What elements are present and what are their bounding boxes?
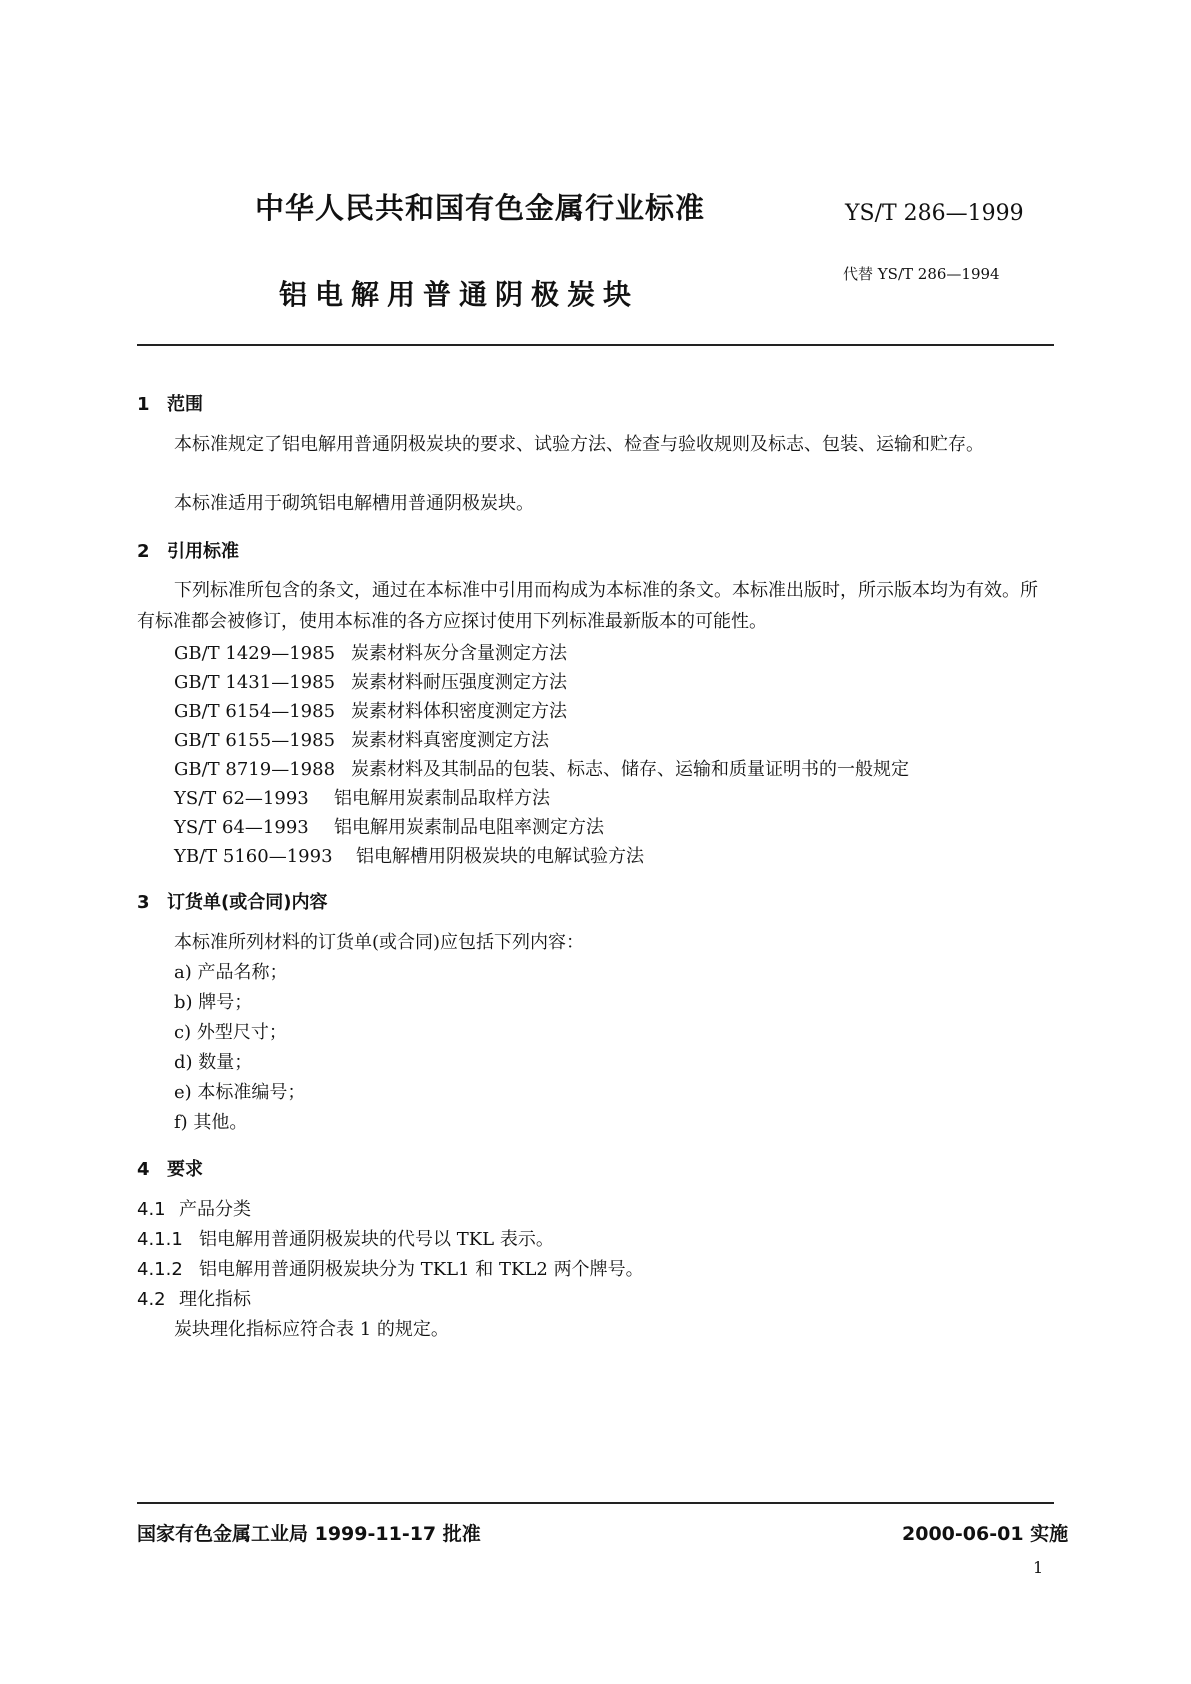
list-item: d) 数量； [174,1052,253,1073]
document-title: 铝电解用普通阴极炭块 [279,278,640,311]
reference-row [174,639,567,665]
section-3-heading [137,888,327,914]
reference-code: GB/T 1429—1985 [174,643,336,664]
reference-code: GB/T 6154—1985 [174,701,336,722]
clause-number: 4.1.2 [137,1259,183,1280]
section-1-heading [137,390,203,416]
effective-date: 2000-06-01 实施 [902,1523,1069,1545]
standard-category-title: 中华人民共和国有色金属行业标准 [255,191,706,225]
clause-number: 4.2 [137,1289,166,1310]
clause-number: 4.1 [137,1199,166,1220]
list-item: c) 外型尺寸； [174,1022,287,1043]
section-2-heading [137,537,239,563]
section-title: 引用标准 [167,541,239,562]
list-item: e) 本标准编号； [174,1082,306,1103]
reference-row [174,784,550,810]
section-4-heading [137,1155,203,1181]
footer-rule [137,1502,1054,1504]
reference-name: 炭素材料灰分含量测定方法 [351,643,567,664]
section-number: 4 [137,1159,150,1180]
reference-row [174,668,567,694]
clause-number: 4.1.1 [137,1229,183,1250]
page-number: 1 [1033,1558,1044,1577]
clause-text: 铝电解用普通阴极炭块分为 TKL1 和 TKL2 两个牌号。 [199,1259,644,1280]
reference-name: 炭素材料耐压强度测定方法 [351,672,567,693]
replaces-note: 代替 YS/T 286—1994 [843,265,1000,283]
reference-code: YS/T 64—1993 [174,817,309,838]
approval-note: 国家有色金属工业局 1999-11-17 批准 [137,1523,481,1545]
reference-name: 炭素材料真密度测定方法 [351,730,549,751]
section-number: 3 [137,892,150,913]
section-1-paragraph-1: 本标准规定了铝电解用普通阴极炭块的要求、试验方法、检查与验收规则及标志、包装、运输和贮存。 [174,434,984,455]
clause-text: 铝电解用普通阴极炭块的代号以 TKL 表示。 [199,1229,554,1250]
reference-name: 铝电解用炭素制品电阻率测定方法 [334,817,604,838]
clause-4-2 [137,1285,251,1311]
reference-row [174,813,604,839]
reference-name: 铝电解用炭素制品取样方法 [334,788,550,809]
section-title: 要求 [167,1159,203,1180]
reference-row [174,842,644,868]
list-item: a) 产品名称； [174,962,288,983]
list-item: b) 牌号； [174,992,253,1013]
standard-code: YS/T 286—1999 [845,201,1024,226]
section-2-paragraph: 下列标准所包含的条文，通过在本标准中引用而构成为本标准的条文。本标准出版时，所示版本均为有效。所有标准都会被修订，使用本标准的各方应探讨使用下列标准最新版本的可能性。 [137,580,1038,632]
clause-text: 产品分类 [179,1199,251,1220]
reference-row [174,697,567,723]
clause-4-1-1 [137,1225,554,1251]
reference-row [174,755,909,781]
list-item: f) 其他。 [174,1112,248,1133]
clause-text: 理化指标 [179,1289,251,1310]
reference-name: 炭素材料体积密度测定方法 [351,701,567,722]
reference-code: GB/T 6155—1985 [174,730,336,751]
reference-code: YB/T 5160—1993 [174,846,333,867]
reference-row [174,726,549,752]
section-number: 2 [137,541,150,562]
reference-code: YS/T 62—1993 [174,788,309,809]
reference-code: GB/T 8719—1988 [174,759,336,780]
reference-name: 铝电解槽用阴极炭块的电解试验方法 [356,846,644,867]
section-number: 1 [137,394,150,415]
section-4-paragraph: 炭块理化指标应符合表 1 的规定。 [174,1319,449,1340]
header-rule [137,344,1054,346]
section-title: 范围 [167,394,203,415]
section-title: 订货单(或合同)内容 [167,892,328,913]
section-1-paragraph-2: 本标准适用于砌筑铝电解槽用普通阴极炭块。 [174,493,534,514]
reference-code: GB/T 1431—1985 [174,672,336,693]
clause-4-1-2 [137,1255,644,1281]
reference-name: 炭素材料及其制品的包装、标志、储存、运输和质量证明书的一般规定 [351,759,909,780]
section-3-intro: 本标准所列材料的订货单(或合同)应包括下列内容： [174,932,585,953]
clause-4-1 [137,1195,251,1221]
